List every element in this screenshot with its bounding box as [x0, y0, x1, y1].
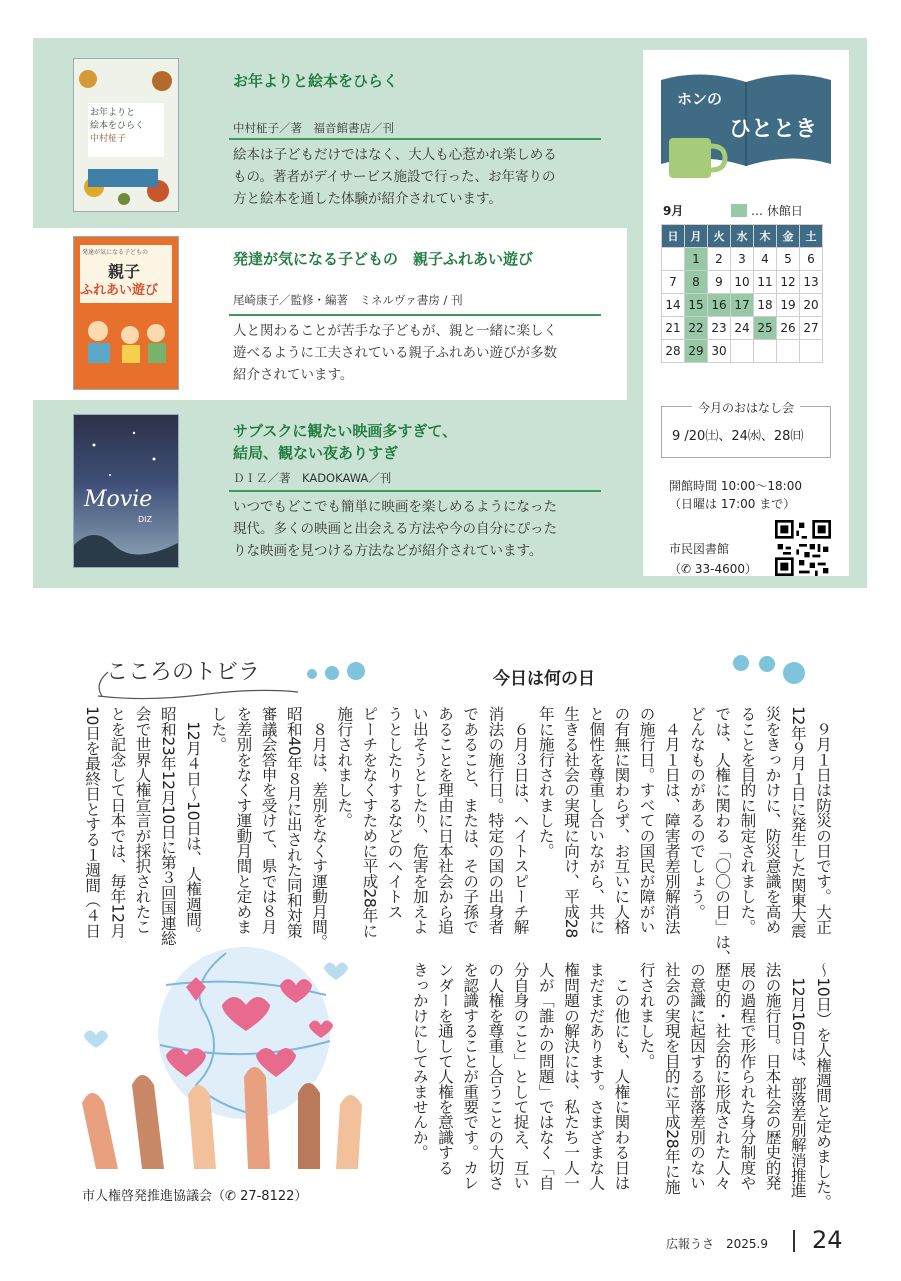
article-column: 昭和40年８月に出された同和対策	[284, 706, 303, 938]
article-column: 昭和23年12月10日に第３回国連総	[158, 706, 177, 946]
article-column: 12月４日～10日は、人権週間。	[184, 706, 202, 942]
library-sidebar	[643, 50, 849, 576]
article-column: の意識に起因する部落差別のない	[688, 962, 706, 1190]
opening-hours-note: （日曜は 17:00 まで）	[669, 497, 796, 511]
article-column: ピーチをなくすために平成28年に	[360, 706, 379, 938]
article-column: まだまだあります。さまざまな人	[587, 962, 606, 1190]
calendar-day: 7	[662, 271, 685, 294]
calendar-day	[731, 340, 754, 363]
calendar-day: 10	[731, 271, 754, 294]
calendar-day: 2	[708, 248, 731, 271]
calendar	[661, 224, 823, 363]
article-column: 年に施行されました。	[536, 706, 555, 858]
article-column: 審議会答申を受けて、県では８月	[259, 706, 278, 934]
calendar-day: 8	[685, 271, 708, 294]
book-author: 中村柾子／著 福音館書店／刊	[233, 121, 394, 135]
article-column: い出そうとしたり、危害を加えよ	[410, 706, 429, 934]
article-column: と個性を尊重し合いながら、共に	[587, 706, 606, 934]
article-column: 権問題の解決には、私たち一人一	[562, 962, 580, 1190]
article-column: 12年９月１日に発生した関東大震	[788, 706, 807, 938]
calendar-legend: … 休館日	[731, 202, 803, 219]
book-title: 発達が気になる子どもの 親子ふれあい遊び	[233, 250, 534, 268]
book-author: ＤＩＺ／著 KADOKAWA／刊	[233, 471, 392, 485]
calendar-day: 18	[754, 294, 777, 317]
article-column: どんなものがあるのでしょう。	[688, 706, 706, 919]
calendar-day: 6	[800, 248, 823, 271]
article-column: では、人権に関わる「〇〇の日」は、	[713, 706, 732, 965]
book-cover[interactable]	[73, 414, 179, 568]
article-column: 生きる社会の実現に向け、平成28	[562, 706, 580, 938]
article-column: の人権を尊重し合うことの大切さ	[486, 962, 505, 1190]
article-heading: 今日は何の日	[493, 669, 595, 689]
divider	[229, 138, 601, 140]
library-phone: （✆ 33-4600）	[669, 562, 758, 576]
opening-hours: 開館時間 10:00～18:00	[669, 479, 802, 493]
calendar-day: 9	[708, 271, 731, 294]
article-column: うとしたりするなどのヘイトス	[385, 706, 404, 919]
logo-swash	[88, 662, 303, 702]
book-description: 絵本は子どもだけではなく、大人も心惹かれ楽しめる もの。著者がデイサービス施設で行った、お年寄りの 方と絵本を通した体験が紹介されています。	[233, 147, 557, 207]
calendar-day: 15	[685, 294, 708, 317]
calendar-day: 12	[777, 271, 800, 294]
phone-icon: ✆	[681, 562, 692, 576]
cover-title: お年よりと 絵本をひらく 中村柾子	[90, 108, 145, 144]
qr-code[interactable]	[775, 520, 831, 576]
article-column: 社会の実現を目的に平成28年に施	[662, 962, 681, 1194]
decor-dots-left	[306, 660, 368, 684]
ohanashi-box	[661, 401, 831, 458]
book-author: 尾崎康子／監修・編著 ミネルヴァ書房 / 刊	[233, 293, 463, 307]
article-column: 歴史的・社会的に形成された人々	[713, 962, 732, 1190]
book-title: お年よりと絵本をひらく	[233, 72, 399, 90]
calendar-day: 27	[800, 317, 823, 340]
article-column: 施行されました。	[335, 706, 354, 828]
banner-text-1: ホンの	[677, 90, 723, 108]
weekday-header: 金	[777, 225, 800, 248]
calendar-day: 23	[708, 317, 731, 340]
book-item	[33, 406, 627, 578]
calendar-day: 24	[731, 317, 754, 340]
article-column: ８月は、差別をなくす運動月間。	[310, 706, 328, 950]
book-description: 人と関わることが苦手な子どもが、親と一緒に楽しく 遊べるように工夫されている親子ふれあい遊びが多数 紹介されています。	[233, 323, 557, 383]
calendar-day: 21	[662, 317, 685, 340]
publication-name: 広報うさ 2025.9	[666, 1237, 768, 1251]
globe-hearts-illustration	[76, 945, 376, 1175]
weekday-header: 日	[662, 225, 685, 248]
article-column: を認識することが重要です。カレ	[461, 962, 480, 1190]
article-column: ～10日）を人権週間と定めました。	[814, 962, 832, 1210]
article-column: 展の過程で形作られた身分制度や	[738, 962, 757, 1190]
cover-subtitle: 発達が気になる子どもの	[82, 249, 149, 256]
article-column: 行されました。	[637, 962, 656, 1069]
calendar-day: 4	[754, 248, 777, 271]
article-column: 会で世界人権宣言が採択されたこ	[133, 706, 152, 934]
calendar-day: 19	[777, 294, 800, 317]
calendar-day: 17	[731, 294, 754, 317]
divider	[229, 490, 601, 492]
calendar-day: 5	[777, 248, 800, 271]
article-column: ６月３日は、ヘイトスピーチ解	[511, 706, 530, 934]
banner-text-2: ひととき	[729, 117, 818, 142]
calendar-day: 28	[662, 340, 685, 363]
article-column: ンダーを通して人権を意識する	[436, 962, 454, 1175]
cover-author: DIZ	[138, 515, 152, 524]
article-column: 12月16日は、部落差別解消推進	[788, 962, 807, 1198]
weekday-header: 月	[685, 225, 708, 248]
calendar-day: 13	[800, 271, 823, 294]
page-number: 24	[812, 1226, 843, 1254]
calendar-day: 26	[777, 317, 800, 340]
article-column: ９月１日は防災の日です。大正	[814, 706, 832, 934]
library-name: 市民図書館	[669, 542, 730, 556]
article-column: 10日を最終日とする１週間（４日	[83, 706, 102, 938]
article-column: 災をきっかけに、防災意識を高め	[763, 706, 782, 934]
article-column: 消法の施行日。特定の国の出身者	[486, 706, 505, 934]
weekday-header: 火	[708, 225, 731, 248]
book-title: サブスクに観たい映画多すぎて、 結局、観ない夜ありすぎ	[233, 422, 458, 462]
kokoro-logo: こころのトビラ	[106, 660, 261, 685]
article-column: 分自身のこと」として捉え、互い	[511, 962, 530, 1190]
book-cover[interactable]	[73, 236, 179, 390]
book-cover[interactable]	[73, 58, 179, 212]
calendar-day: 20	[800, 294, 823, 317]
book-description: いつでもどこでも簡単に映画を楽しめるようになった 現代。多くの映画と出会える方法や今の自分にぴった りな映画を見つける方法などが紹介されています。	[233, 499, 557, 559]
article-column: を差別をなくす運動月間と定めま	[234, 706, 253, 934]
cover-title: Movie	[84, 487, 153, 512]
article-column: あることを理由に日本社会から追	[436, 706, 454, 934]
weekday-header: 土	[800, 225, 823, 248]
article-column: 法の施行日。日本社会の歴史的発	[763, 962, 782, 1190]
article-column: の施行日。すべての国民が障がい	[637, 706, 656, 934]
cover-title-2: ふれあい遊び	[80, 283, 159, 298]
calendar-month: 9月	[663, 204, 684, 218]
article-column: ることを目的に制定されました。	[738, 706, 757, 934]
calendar-day: 16	[708, 294, 731, 317]
ohanashi-dates: 9 /20㈯、24㈬、28㈰	[672, 429, 804, 444]
footer-separator	[793, 1230, 795, 1252]
phone-icon: ✆	[225, 1189, 236, 1204]
calendar-day	[800, 340, 823, 363]
calendar-day: 30	[708, 340, 731, 363]
calendar-day	[754, 340, 777, 363]
weekday-header: 水	[731, 225, 754, 248]
calendar-day	[777, 340, 800, 363]
calendar-day: 11	[754, 271, 777, 294]
decor-dots-right	[732, 652, 808, 686]
article-column: きっかけにしてみませんか。	[410, 962, 429, 1160]
calendar-day: 1	[685, 248, 708, 271]
cover-title: 親子	[108, 262, 141, 281]
council-contact: 市人権啓発推進協議会（✆ 27-8122）	[82, 1189, 308, 1204]
article-column: 人が「誰かの問題」ではなく「自	[536, 962, 555, 1190]
calendar-day: 14	[662, 294, 685, 317]
calendar-day: 25	[754, 317, 777, 340]
article-column: した。	[209, 706, 228, 752]
book-item	[33, 50, 627, 222]
book-item	[33, 228, 627, 400]
article-column: の有無に関わらず、お互いに人格	[612, 706, 631, 934]
article-column: ４月１日は、障害者差別解消法	[662, 706, 681, 934]
book-recommendations-panel	[33, 38, 867, 588]
calendar-day	[662, 248, 685, 271]
article-column: とを記念して日本では、毎年12月	[108, 706, 127, 938]
article-column: であること、または、その子孫で	[461, 706, 480, 934]
divider	[229, 314, 601, 316]
calendar-day: 3	[731, 248, 754, 271]
weekday-header: 木	[754, 225, 777, 248]
ohanashi-title: 今月のおはなし会	[692, 399, 800, 416]
article-column: この他にも、人権に関わる日は	[612, 962, 631, 1190]
calendar-day: 29	[685, 340, 708, 363]
calendar-day: 22	[685, 317, 708, 340]
